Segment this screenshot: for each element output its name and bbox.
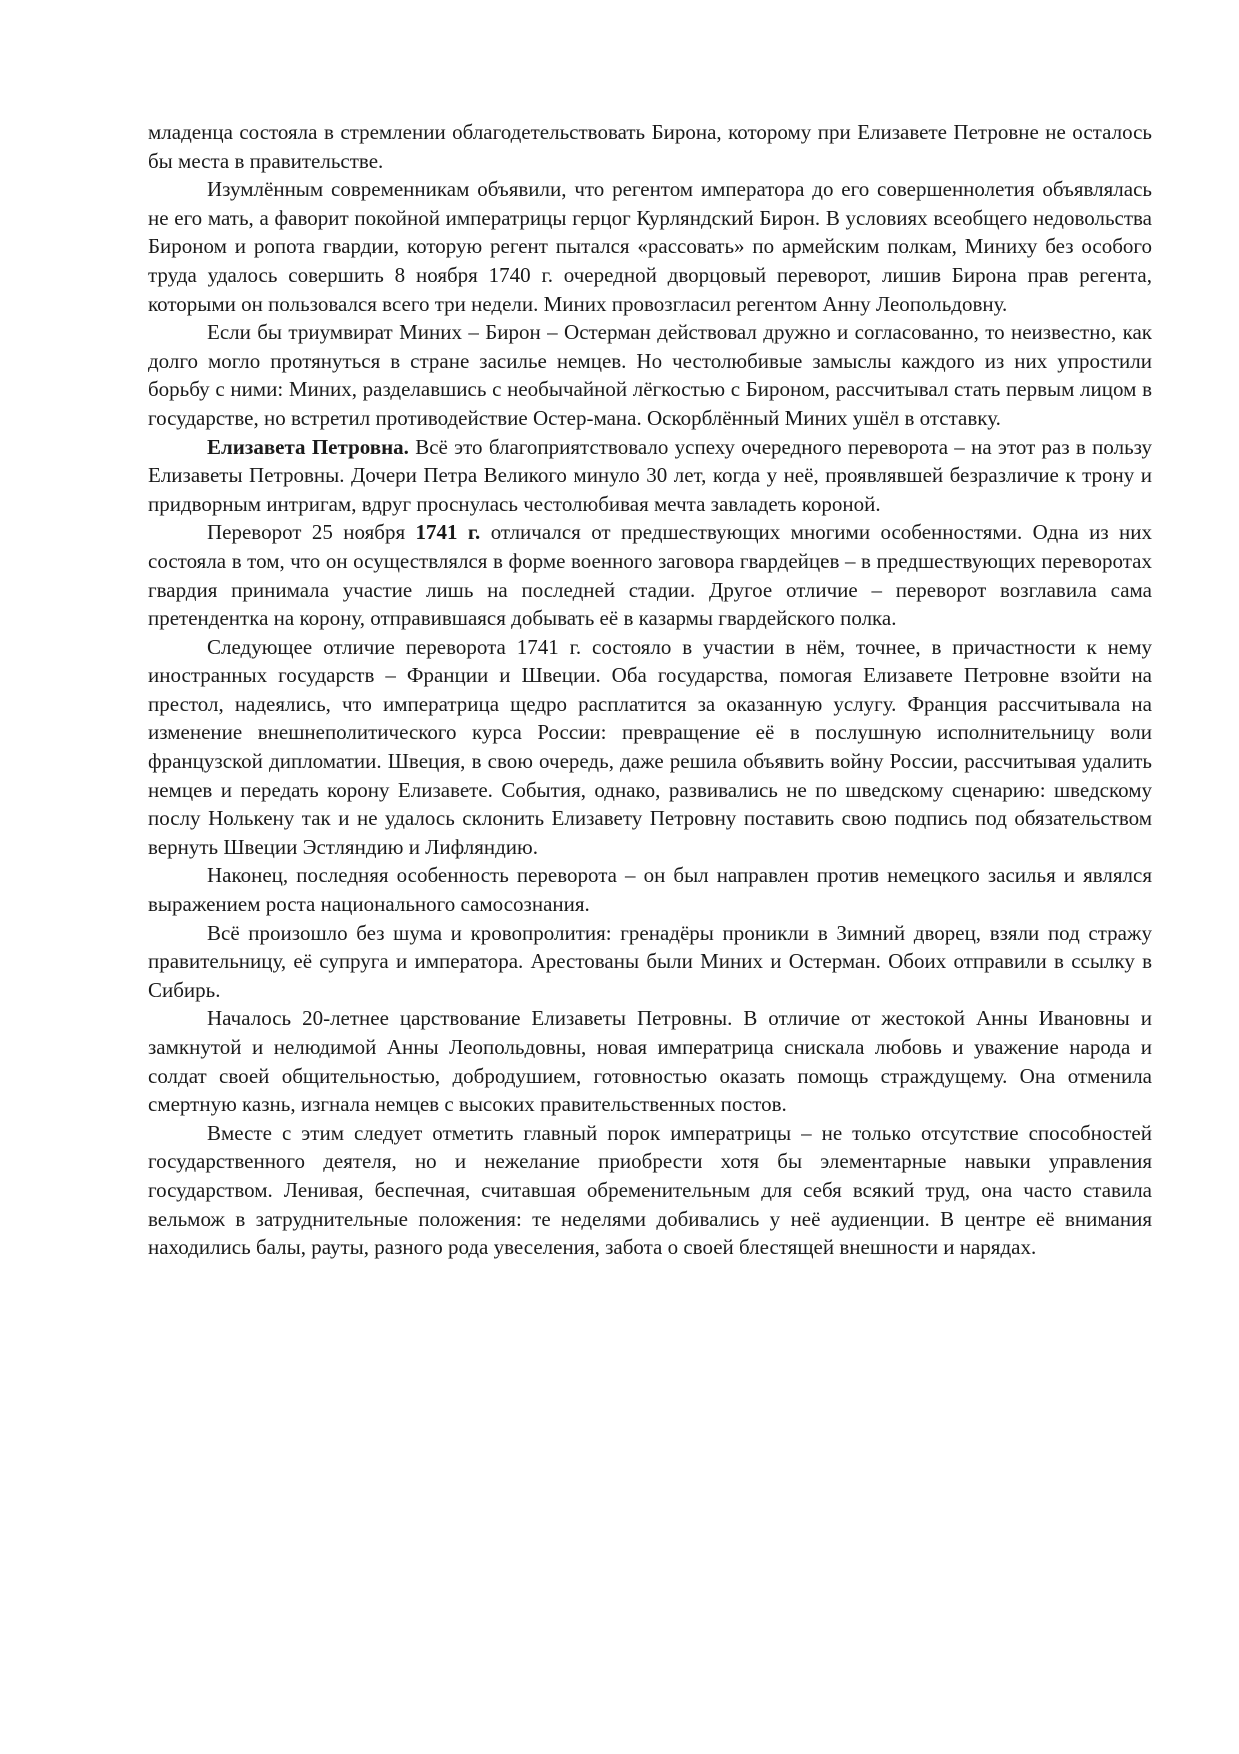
paragraph-text: Если бы триумвират Миних – Бирон – Остерман действовал дружно и согласованно, то неизвестно, как долго могло протянуться в стране засилье немцев. Но честолюбивые замыслы каждого из них упростили борьбу с ними: Миних, разделавшись с необычайной лёгкостью с Бироном, рассчитывал стать первым лицом в государстве, но встретил противодействие Остер-мана. Оскорблённый Миних ушёл в отставку. bbox=[148, 320, 1152, 430]
paragraph bbox=[148, 1004, 1152, 1118]
paragraph bbox=[148, 919, 1152, 1005]
paragraph-text: Всё это благоприятствовало успеху очередного переворота – на этот раз в пользу Елизаветы Петровны. Дочери Петра Великого минуло 30 лет, когда у неё, проявлявшей безразличие к трону и придворным интригам, вдруг проснулась честолюбивая мечта завладеть короной. bbox=[148, 434, 1152, 516]
paragraph-text: Всё произошло без шума и кровопролития: гренадёры проникли в Зимний дворец, взяли под стражу правительницу, её супруга и императора. Арестованы были Миних и Остерман. Обоих отправили в ссылку в Сибирь. bbox=[148, 920, 1152, 1002]
paragraph-text: Вместе с этим следует отметить главный порок императрицы – не только отсутствие способностей государственного деятеля, но и нежелание приобрести хотя бы элементарные навыки управления государством. Ленивая, беспечная, считавшая обременительным для себя всякий труд, она часто ставила вельмож в затруднительные положения: те неделями добивались у неё аудиенции. В центре её внимания находились балы, рауты, разного рода увеселения, забота о своей блестящей внешности и нарядах. bbox=[148, 1120, 1152, 1260]
paragraph bbox=[148, 1119, 1152, 1262]
paragraph-text: Изумлённым современникам объявили, что регентом императора до его совершеннолетия объявлялась не его мать, а фаворит покойной императрицы герцог Курляндский Бирон. В условиях всеобщего недовольства Бироном и ропота гвардии, которую регент пытался «рассовать» по армейским полкам, Миниху без особого труда удалось совершить 8 ноября 1740 г. очередной дворцовый переворот, лишив Бирона прав регента, которыми он пользовался всего три недели. Миних провозгласил регентом Анну Леопольдовну. bbox=[148, 177, 1152, 316]
document-page bbox=[148, 118, 1152, 1262]
paragraph-text: отличался от предшествующих многими особенностями. Одна из них состояла в том, что он осуществлялся в форме военного заговора гвардейцев – в предшествующих переворотах гвардия принимала участие лишь на последней стадии. Другое отличие – переворот возглавила сама претендентка на корону, отправившаяся добывать её в казармы гвардейского полка. bbox=[148, 520, 1153, 631]
paragraph-text: Началось 20-летнее царствование Елизаветы Петровны. В отличие от жестокой Анны Ивановны и замкнутой и нелюдимой Анны Леопольдовны, новая императрица снискала любовь и уважение народа и солдат своей общительностью, добродушием, готовностью оказать помощь страждущему. Она отменила смертную казнь, изгнала немцев с высоких правительственных постов. bbox=[148, 1006, 1152, 1117]
paragraph bbox=[148, 518, 1152, 632]
paragraph bbox=[148, 175, 1152, 318]
paragraph bbox=[148, 433, 1152, 519]
bold-text: Елизавета Петровна. bbox=[207, 434, 409, 459]
paragraph-text: Переворот 25 ноября bbox=[207, 520, 416, 545]
paragraph bbox=[148, 861, 1152, 918]
paragraph-text: младенца состояла в стремлении облагодетельствовать Бирона, которому при Елизавете Петровне не осталось бы места в правительстве. bbox=[148, 120, 1152, 173]
paragraph bbox=[148, 118, 1152, 175]
paragraph-text: Наконец, последняя особенность переворота – он был направлен против немецкого засилья и являлся выражением роста национального самосознания. bbox=[148, 863, 1152, 917]
paragraph bbox=[148, 633, 1152, 862]
bold-text: 1741 г. bbox=[415, 520, 481, 545]
paragraph bbox=[148, 318, 1152, 432]
paragraph-text: Следующее отличие переворота 1741 г. состояло в участии в нём, точнее, в причастности к нему иностранных государств – Франции и Швеции. Оба государства, помогая Елизавете Петровне взойти на престол, надеялись, что императрица щедро расплатится за оказанную услугу. Франция рассчитывала на изменение внешнеполитического курса России: превращение её в послушную исполнительницу воли французской дипломатии. Швеция, в свою очередь, даже решила объявить войну России, рассчитывая удалить немцев и передать корону Елизавете. События, однако, развивались не по шведскому сценарию: шведскому послу Нолькену так и не удалось склонить Елизавету Петровну поставить свою подпись под обязательством вернуть Швеции Эстляндию и Лифляндию. bbox=[148, 634, 1152, 859]
